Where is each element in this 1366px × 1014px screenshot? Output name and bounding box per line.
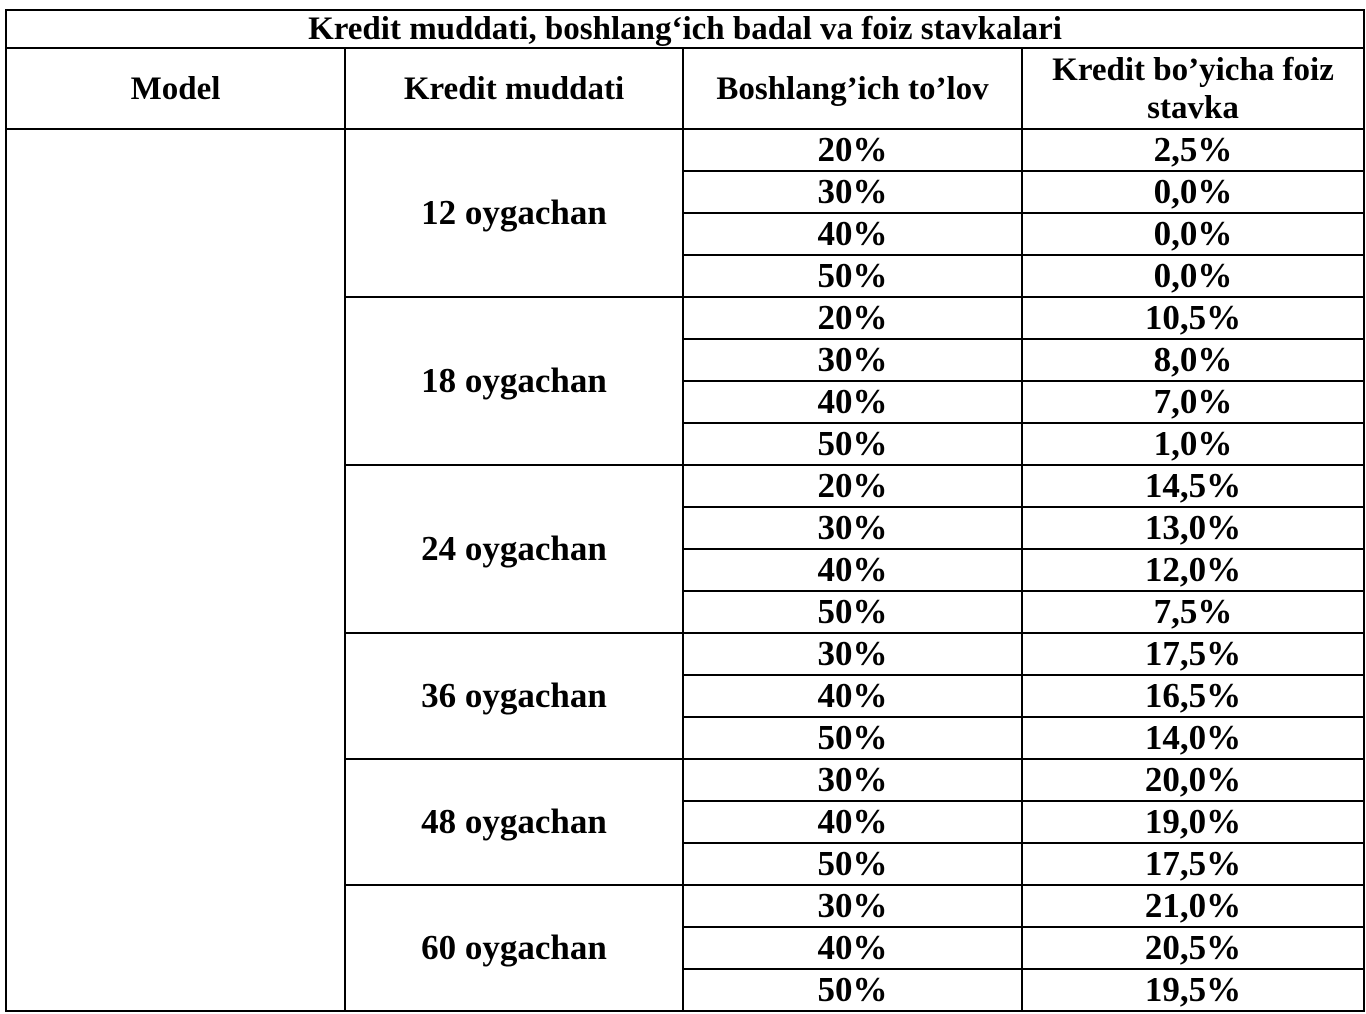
interest-rate-cell: 14,5% [1022,465,1364,507]
down-payment-cell: 40% [683,213,1022,255]
credit-term-cell: 60 oygachan [345,885,683,1011]
down-payment-cell: 30% [683,171,1022,213]
down-payment-cell: 50% [683,843,1022,885]
header-interest-rate: Kredit bo’yicha foiz stavka [1022,48,1364,129]
interest-rate-cell: 20,5% [1022,927,1364,969]
down-payment-cell: 40% [683,675,1022,717]
interest-rate-cell: 1,0% [1022,423,1364,465]
down-payment-cell: 40% [683,549,1022,591]
title-row [6,10,1364,48]
down-payment-cell: 50% [683,255,1022,297]
down-payment-cell: 30% [683,633,1022,675]
down-payment-cell: 50% [683,717,1022,759]
interest-rate-cell: 8,0% [1022,339,1364,381]
down-payment-cell: 20% [683,129,1022,171]
table-title: Kredit muddati, boshlang‘ich badal va foiz stavkalari [6,10,1364,48]
down-payment-cell: 30% [683,339,1022,381]
interest-rate-cell: 14,0% [1022,717,1364,759]
interest-rate-cell: 2,5% [1022,129,1364,171]
interest-rate-cell: 12,0% [1022,549,1364,591]
header-row [6,48,1364,129]
header-model: Model [6,48,345,129]
table-row [6,129,1364,171]
credit-term-cell: 48 oygachan [345,759,683,885]
down-payment-cell: 50% [683,591,1022,633]
interest-rate-cell: 0,0% [1022,171,1364,213]
down-payment-cell: 40% [683,381,1022,423]
down-payment-cell: 30% [683,507,1022,549]
down-payment-cell: 30% [683,759,1022,801]
down-payment-cell: 30% [683,885,1022,927]
interest-rate-cell: 16,5% [1022,675,1364,717]
down-payment-cell: 20% [683,297,1022,339]
interest-rate-cell: 17,5% [1022,843,1364,885]
header-down-payment: Boshlang’ich to’lov [683,48,1022,129]
credit-term-cell: 24 oygachan [345,465,683,633]
down-payment-cell: 50% [683,423,1022,465]
down-payment-cell: 40% [683,927,1022,969]
credit-term-cell: 36 oygachan [345,633,683,759]
interest-rate-cell: 20,0% [1022,759,1364,801]
credit-term-cell: 18 oygachan [345,297,683,465]
down-payment-cell: 40% [683,801,1022,843]
interest-rate-cell: 10,5% [1022,297,1364,339]
interest-rate-cell: 13,0% [1022,507,1364,549]
credit-terms-table [5,9,1365,1012]
interest-rate-cell: 0,0% [1022,213,1364,255]
interest-rate-cell: 19,0% [1022,801,1364,843]
interest-rate-cell: 19,5% [1022,969,1364,1011]
interest-rate-cell: 0,0% [1022,255,1364,297]
interest-rate-cell: 7,0% [1022,381,1364,423]
down-payment-cell: 20% [683,465,1022,507]
interest-rate-cell: 21,0% [1022,885,1364,927]
interest-rate-cell: 17,5% [1022,633,1364,675]
credit-term-cell: 12 oygachan [345,129,683,297]
header-credit-term: Kredit muddati [345,48,683,129]
model-cell [6,129,345,1011]
down-payment-cell: 50% [683,969,1022,1011]
interest-rate-cell: 7,5% [1022,591,1364,633]
table-body [6,129,1364,1011]
